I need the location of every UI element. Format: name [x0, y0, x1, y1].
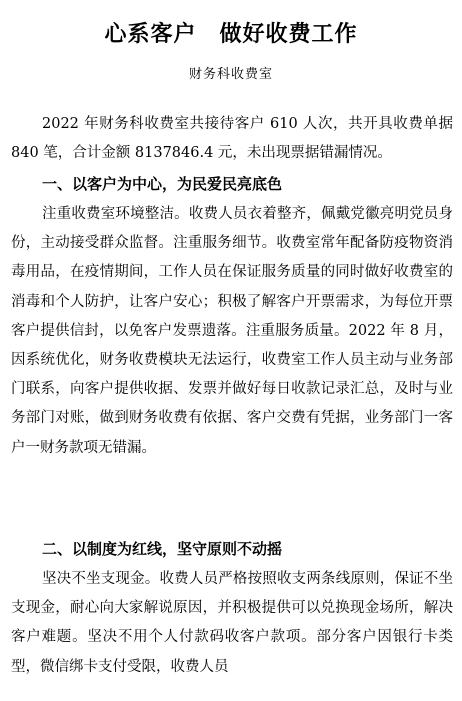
section-1-heading: 一、以客户为中心，为民爱民亮底色 — [42, 175, 283, 193]
intro-paragraph: 2022 年财务科收费室共接待客户 610 人次，共开具收费单据 840 笔，合计金额 8137846.4 元，未出现票据错漏情况。 — [11, 116, 453, 162]
document-title: 心系客户 做好收费工作 — [104, 22, 358, 47]
section-2-paragraph: 坚决不坐支现金。收费人员严格按照收支两条线原则，保证不坐支现金，耐心向大家解说原因，并积极提供可以兑换现金场所，解决客户难题。坚决不用个人付款码收客户款项。部分客户因银行卡类型，微信绑卡支付受限，收费人员 — [11, 571, 453, 675]
section-1-paragraph: 注重收费室环境整洁。收费人员衣着整齐，佩戴党徽亮明党员身份，主动接受群众监督。注重服务细节。收费室常年配备防疫物资消毒用品，在疫情期间，工作人员在保证服务质量的同时做好收费室的消毒和个人防护，让客户安心；积极了解客户开票需求，为每位开票客户提供信封，以免客户发票遗落。注重服务质量。2022 年 8 月，因系统优化，财务收费模块无法运行，收费室工作人员主动与业务部门联系，向客户提供收据、发票并做好每日收款记录汇总，及时与业务部门对账，做到财务收费有依据、客户交费有凭据，业务部门一客户一财务款项无错漏。 — [11, 206, 453, 456]
department-name: 财务科收费室 — [188, 67, 273, 82]
section-2-heading: 二、以制度为红线，坚守原则不动摇 — [42, 540, 283, 558]
